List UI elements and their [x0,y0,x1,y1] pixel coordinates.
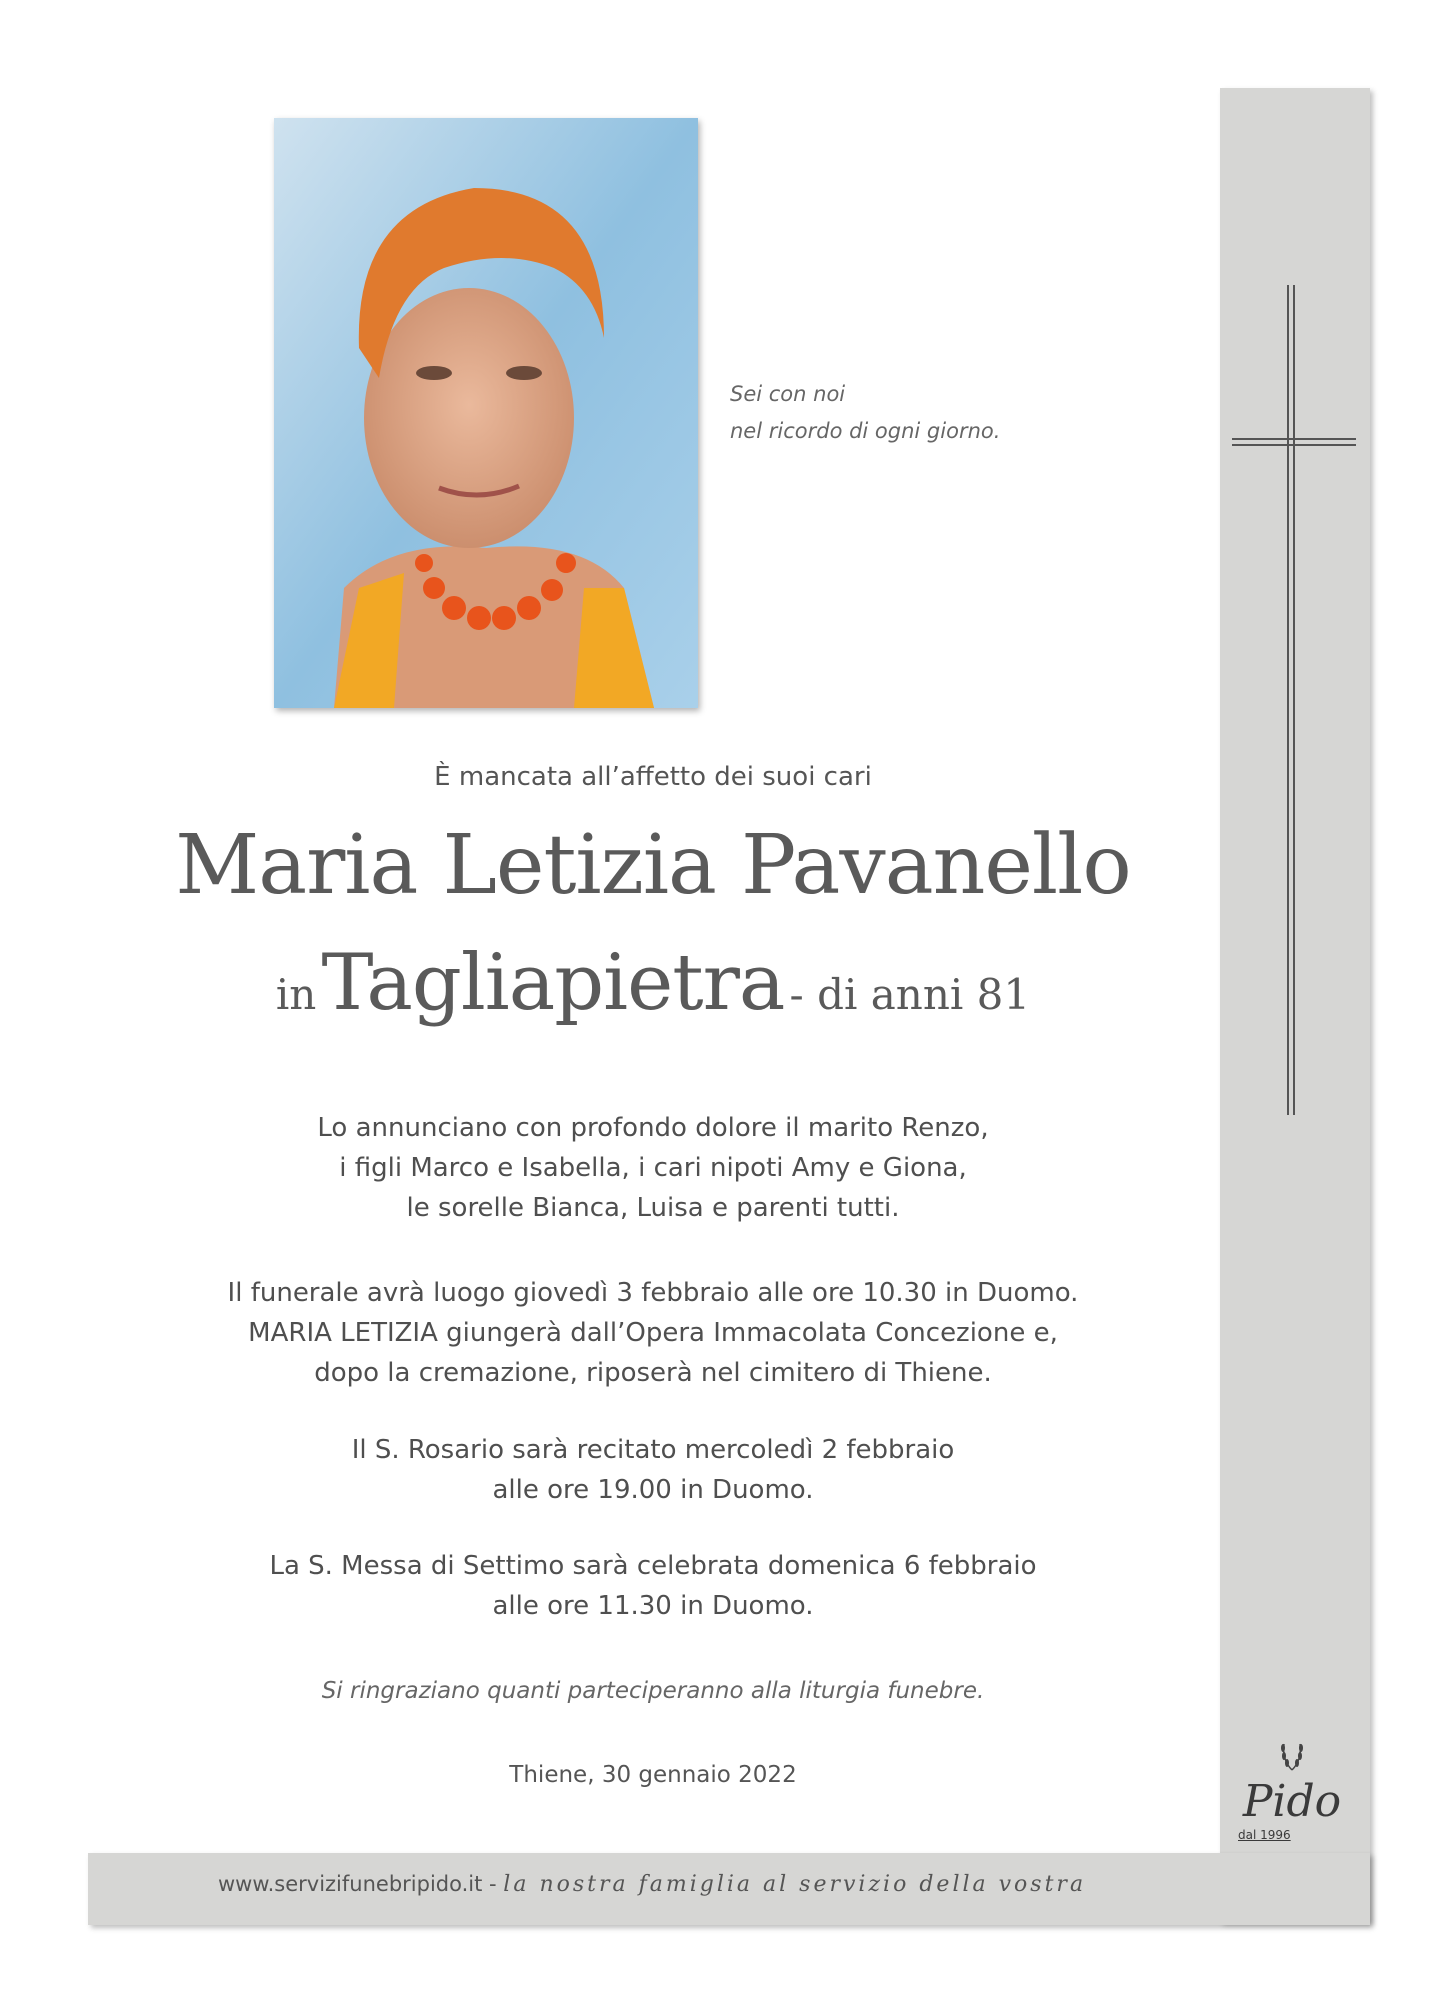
logo-since: dal 1996 [1238,1828,1291,1842]
age: - di anni 81 [789,970,1031,1019]
intro-text: È mancata all’affetto dei suoi cari [434,762,872,792]
text-line: Il funerale avrà luogo giovedì 3 febbraio alle ore 10.30 in Duomo. [227,1278,1079,1308]
funeral-paragraph [88,1273,1218,1393]
text-line: Lo annunciano con profondo dolore il marito Renzo, [317,1113,989,1143]
funeral-home-logo [1232,1738,1352,1842]
text-line: Il S. Rosario sarà recitato mercoledì 2 febbraio [351,1435,955,1465]
laurel-icon [1277,1738,1307,1772]
family-paragraph [88,1108,1218,1228]
memorial-quote [730,376,1110,450]
text-line: dopo la cremazione, riposerà nel cimitero di Thiene. [314,1358,992,1388]
quote-line: nel ricordo di ogni giorno. [730,419,1001,443]
text-line: MARIA LETIZIA giungerà dall’Opera Immacolata Concezione e, [248,1318,1058,1348]
mass-paragraph [88,1546,1218,1626]
deceased-name: Maria Letizia Pavanello [175,818,1131,913]
thanks-text: Si ringraziano quanti parteciperanno alla liturgia funebre. [321,1678,985,1704]
married-name-line [88,938,1218,1028]
cross-icon [1232,285,1362,1115]
rosary-paragraph [88,1430,1218,1510]
slogan: la nostra famiglia al servizio della vostra [503,1872,1087,1897]
logo-name: Pido [1242,1776,1342,1827]
separator: - [489,1872,497,1896]
text-line: i figli Marco e Isabella, i cari nipoti Amy e Giona, [339,1153,967,1183]
text-line: alle ore 11.30 in Duomo. [492,1591,814,1621]
footer-text [218,1872,1086,1897]
quote-line: Sei con noi [730,382,846,406]
website-link[interactable]: www.servizifunebripido.it [218,1872,483,1896]
portrait-photo [274,118,698,708]
place-date: Thiene, 30 gennaio 2022 [509,1762,797,1788]
married-name: Tagliapietra [321,938,785,1028]
text-line: le sorelle Bianca, Luisa e parenti tutti. [406,1193,900,1223]
text-line: alle ore 19.00 in Duomo. [492,1475,814,1505]
prefix: in [275,970,317,1019]
text-line: La S. Messa di Settimo sarà celebrata domenica 6 febbraio [269,1551,1037,1581]
